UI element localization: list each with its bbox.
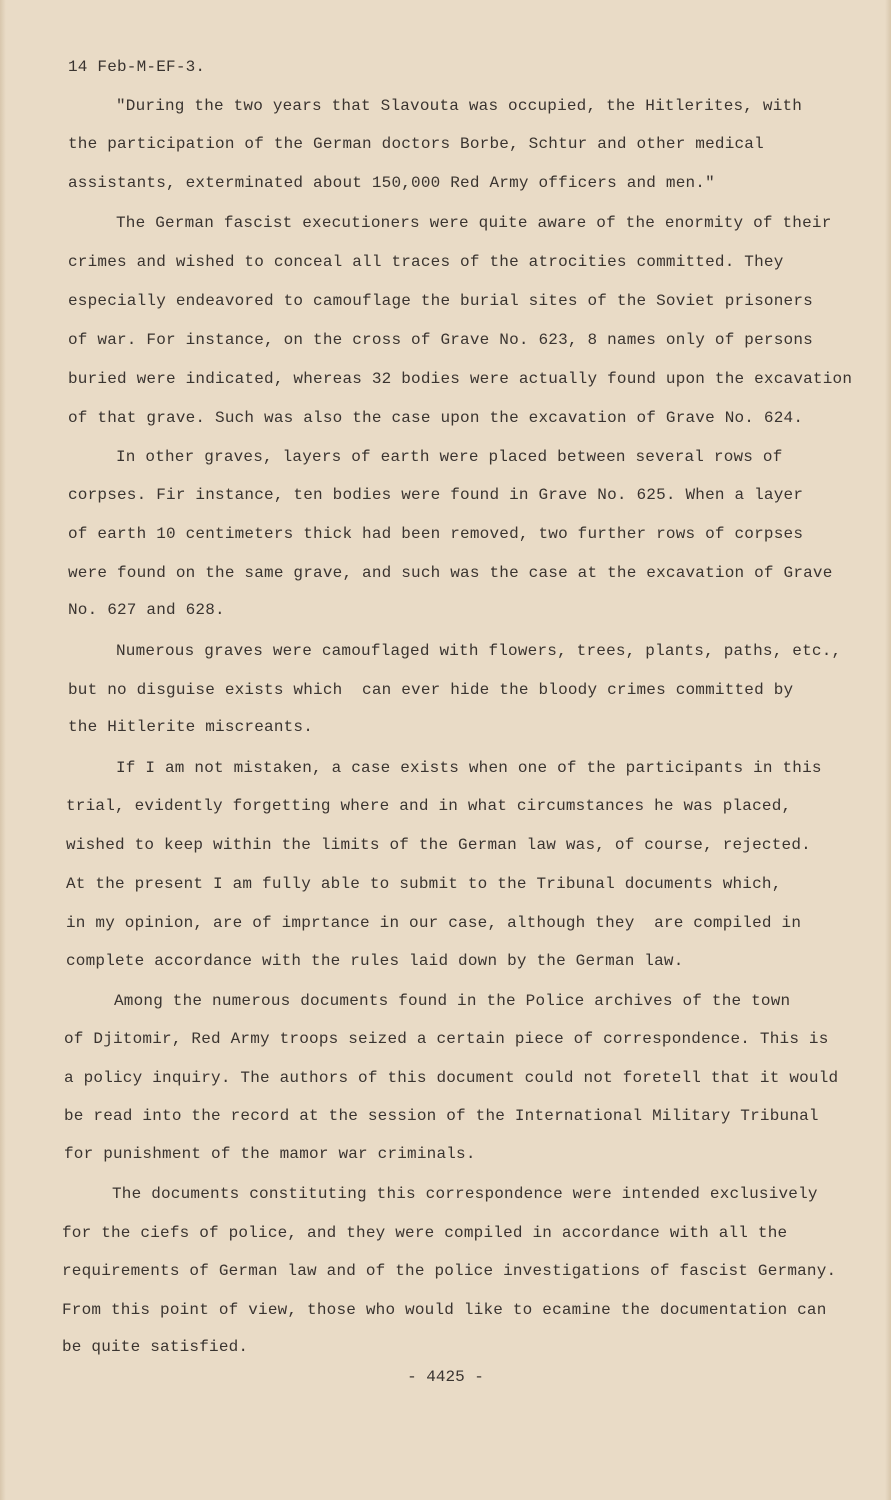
paragraph-6-line-1: Among the numerous documents found in the Police archives of the town: [114, 992, 791, 1010]
paragraph-1-line-2: the participation of the German doctors Borbe, Schtur and other medical: [68, 135, 764, 153]
paragraph-6-line-5: for punishment of the mamor war criminals.: [64, 1145, 476, 1163]
paragraph-1-line-1: "During the two years that Slavouta was occupied, the Hitlerites, with: [116, 97, 803, 115]
paragraph-3-line-5: No. 627 and 628.: [68, 601, 225, 619]
paragraph-7-line-5: be quite satisfied.: [62, 1338, 249, 1356]
paragraph-7-line-2: for the ciefs of police, and they were compiled in accordance with all the: [62, 1224, 788, 1242]
page-edge-left: [0, 0, 6, 1500]
paragraph-2-line-2: crimes and wished to conceal all traces of the atrocities committed. They: [68, 253, 784, 271]
paragraph-2-line-6: of that grave. Such was also the case upon the excavation of Grave No. 624.: [68, 409, 804, 427]
paragraph-7-line-4: From this point of view, those who would like to ecamine the documentation can: [62, 1301, 827, 1319]
paragraph-5-line-6: complete accordance with the rules laid down by the German law.: [66, 952, 684, 970]
header-reference: 14 Feb-M-EF-3.: [68, 58, 206, 76]
paragraph-7-line-1: The documents constituting this correspondence were intended exclusively: [112, 1185, 818, 1203]
paragraph-6-line-3: a policy inquiry. The authors of this document could not foretell that it would: [64, 1069, 839, 1087]
paragraph-2-line-1: The German fascist executioners were quite aware of the enormity of their: [116, 214, 832, 232]
paragraph-6-line-4: be read into the record at the session of the International Military Tribunal: [64, 1107, 819, 1125]
page-edge-right: [885, 0, 891, 1500]
paragraph-1-line-3: assistants, exterminated about 150,000 Red Army officers and men.": [68, 174, 715, 192]
paragraph-5-line-2: trial, evidently forgetting where and in what circumstances he was placed,: [66, 797, 792, 815]
paragraph-5-line-5: in my opinion, are of imprtance in our case, although they are compiled in: [66, 914, 802, 932]
paragraph-3-line-1: In other graves, layers of earth were placed between several rows of: [116, 448, 783, 466]
paragraph-4-line-2: but no disguise exists which can ever hide the bloody crimes committed by: [68, 681, 794, 699]
paragraph-3-line-4: were found on the same grave, and such was the case at the excavation of Grave: [68, 564, 833, 582]
paragraph-2-line-3: especially endeavored to camouflage the burial sites of the Soviet prisoners: [68, 292, 813, 310]
paragraph-3-line-2: corpses. Fir instance, ten bodies were found in Grave No. 625. When a layer: [68, 486, 804, 504]
paragraph-4-line-1: Numerous graves were camouflaged with flowers, trees, plants, paths, etc.,: [116, 642, 842, 660]
paragraph-2-line-4: of war. For instance, on the cross of Grave No. 623, 8 names only of persons: [68, 331, 813, 349]
paragraph-6-line-2: of Djitomir, Red Army troops seized a certain piece of correspondence. This is: [64, 1030, 829, 1048]
paragraph-2-line-5: buried were indicated, whereas 32 bodies were actually found upon the excavation: [68, 370, 853, 388]
paragraph-5-line-1: If I am not mistaken, a case exists when one of the participants in this: [116, 759, 822, 777]
paragraph-7-line-3: requirements of German law and of the police investigations of fascist Germany.: [62, 1262, 837, 1280]
paragraph-5-line-3: wished to keep within the limits of the German law was, of course, rejected.: [66, 836, 811, 854]
paragraph-4-line-3: the Hitlerite miscreants.: [68, 718, 314, 736]
paragraph-5-line-4: At the present I am fully able to submit to the Tribunal documents which,: [66, 875, 782, 893]
paragraph-3-line-3: of earth 10 centimeters thick had been removed, two further rows of corpses: [68, 525, 804, 543]
page-number: - 4425 -: [407, 1368, 484, 1386]
